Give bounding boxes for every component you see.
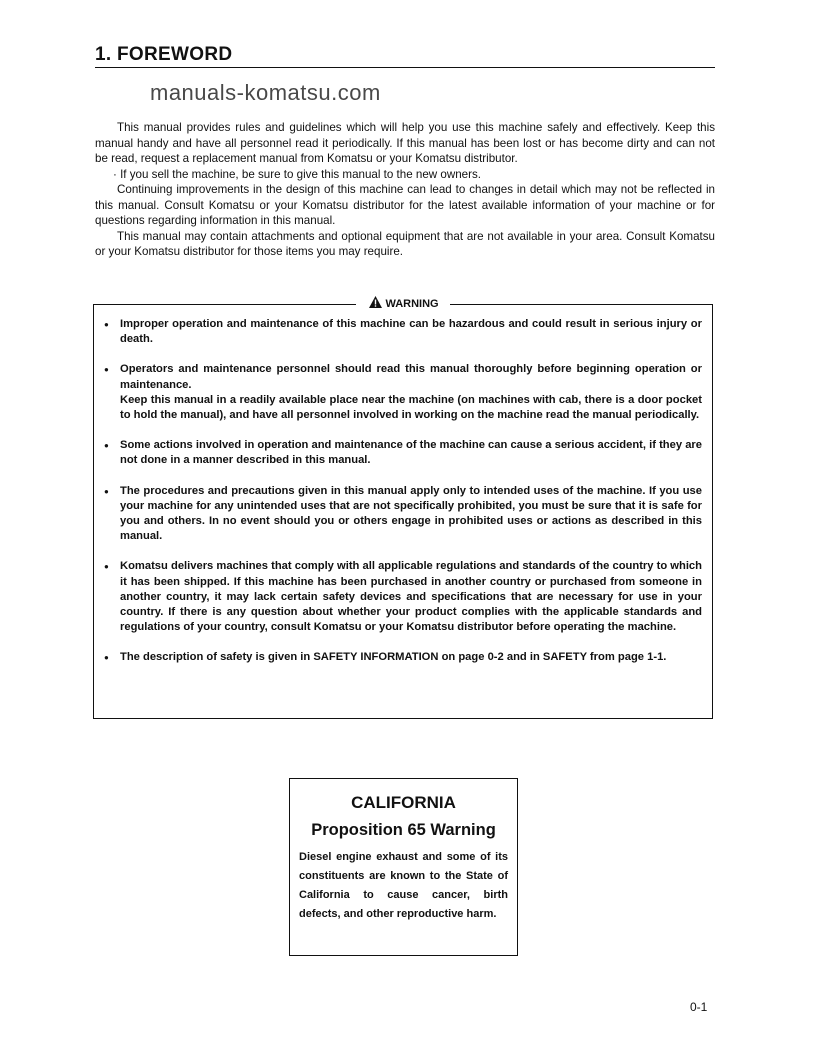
california-prop65-box [289, 778, 518, 956]
intro-paragraph: This manual may contain attachments and optional equipment that are not available in your area. Consult Komatsu or your Komatsu distributor for those items you may require. [95, 229, 715, 258]
warning-text: ● Improper operation and maintenance of this machine can be hazardous and could result in serious injury or death. [120, 318, 702, 346]
warning-item [104, 484, 702, 545]
intro-paragraph: Continuing improvements in the design of this machine can lead to changes in detail which may not be reflected in this manual. Consult Komatsu or your Komatsu distributor for the latest available information of your machine or for questions regarding information in this manual. [95, 183, 715, 227]
warning-heading [356, 296, 452, 311]
warning-item [104, 559, 702, 635]
warning-text: ● Some actions involved in operation and maintenance of the machine can cause a serious accident, if they are not done in a manner described in this manual. [120, 439, 702, 467]
warning-label: WARNING [385, 298, 439, 310]
foreword-intro [95, 120, 715, 260]
section-title: 1. FOREWORD [95, 44, 233, 65]
warning-item [104, 317, 702, 347]
warning-box [93, 298, 713, 719]
warning-item [104, 438, 702, 468]
warning-triangle-icon [369, 296, 382, 308]
warning-text: ● Operators and maintenance personnel should read this manual thoroughly before beginning operation or maintenance. [120, 363, 702, 391]
title-rule [95, 67, 715, 68]
warning-text: ● The description of safety is given in SAFETY INFORMATION on page 0-2 and in SAFETY from page 1-1. [120, 651, 667, 664]
prop65-text: Diesel engine exhaust and some of its constituents are known to the State of California to cause cancer, birth defects, and other reproductive harm. [299, 851, 508, 920]
warning-text: Keep this manual in a readily available place near the machine (on machines with cab, there is a door pocket to hold the manual), and have all personnel involved in working on the machine read the manual periodically. [120, 393, 702, 422]
warning-item [104, 362, 702, 423]
warning-text: ● The procedures and precautions given in this manual apply only to intended uses of the machine. If you use your machine for any unintended uses that are not specifically prohibited, you must be sure that it is safe for you and others. In no event should you or others engage in prohibited uses or actions as described in this manual. [120, 484, 702, 543]
page-number: 0-1 [690, 1000, 708, 1014]
warning-item [104, 650, 702, 665]
watermark: manuals-komatsu.com [150, 80, 381, 105]
california-title: CALIFORNIA [351, 793, 456, 812]
prop65-subtitle: Proposition 65 Warning [311, 821, 496, 839]
intro-paragraph: This manual provides rules and guidelines which will help you use this machine safely and effectively. Keep this manual handy and have all personnel read it periodically. If this manual has been lost or has become dirty and can not be read, request a replacement manual from Komatsu or your Komatsu distributor. [95, 121, 715, 165]
warning-list [104, 317, 702, 666]
warning-text: ● Komatsu delivers machines that comply with all applicable regulations and standards of the country to which it has been shipped. If this machine has been purchased in another country or purchased from someone in another country, it may lack certain safety devices and specifications that are necessary for use in your country. If there is any question about whether your product complies with the applicable standards and regulations of your country, consult Komatsu or your Komatsu distributor before operating the machine. [120, 560, 702, 634]
intro-paragraph: · If you sell the machine, be sure to give this manual to the new owners. [113, 167, 481, 181]
